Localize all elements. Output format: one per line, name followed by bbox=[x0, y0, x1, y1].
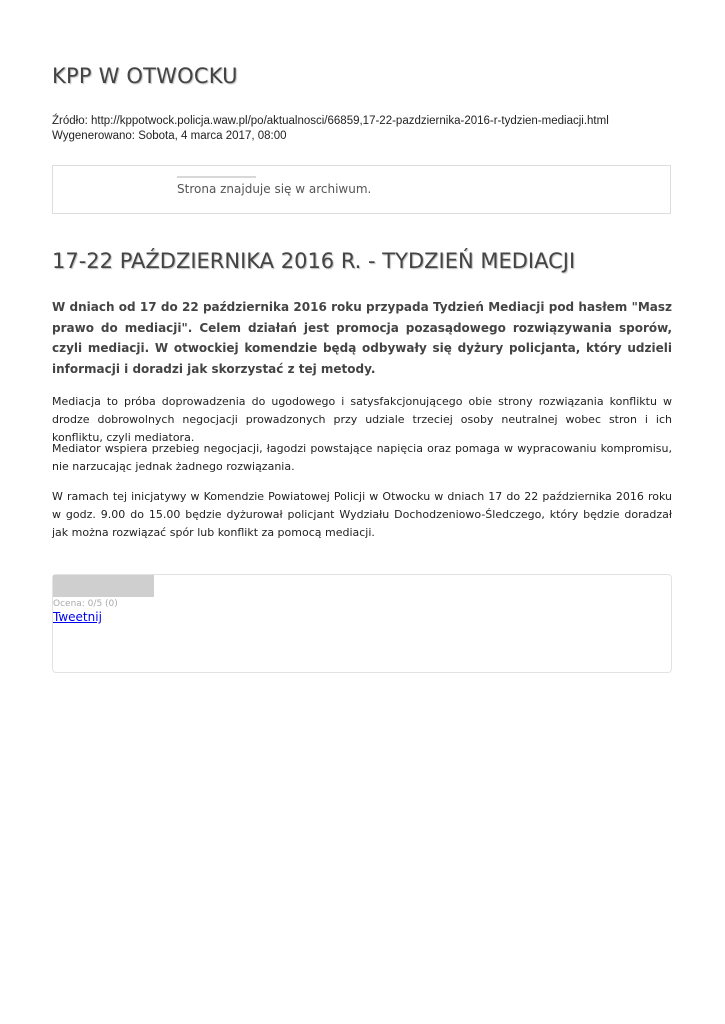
rating-label: Ocena: 0/5 (0) bbox=[53, 599, 118, 609]
article-lead: W dniach od 17 do 22 października 2016 roku przypada Tydzień Mediacji pod hasłem "Masz prawo do mediacji". Celem działań jest promocja pozasądowego rozwiązywania sporów, czyli mediacji. W otwockiej komendzie będą odbywały się dyżury policjanta, który udzieli informacji i doradzi jak skorzystać z tej metody. bbox=[52, 300, 672, 376]
article-paragraph: Mediator wspiera przebieg negocjacji, łagodzi powstające napięcia oraz pomaga w wypracowaniu kompromisu, nie narzucając jednak żadnego rozwiązania. bbox=[52, 442, 672, 473]
generated-date: Wygenerowano: Sobota, 4 marca 2017, 08:00 bbox=[52, 129, 287, 142]
archive-notice bbox=[52, 165, 671, 214]
archive-divider bbox=[177, 176, 256, 178]
article-paragraph: Mediacja to próba doprowadzenia do ugodowego i satysfakcjonującego obie strony rozwiązania konfliktu w drodze dobrowolnych negocjacji prowadzonych przy udziale trzeciej osoby neutralnej wobec stron i ich konfliktu, czyli mediatora. bbox=[52, 395, 672, 444]
document-meta bbox=[52, 114, 692, 143]
source-url: Źródło: http://kppotwock.policja.waw.pl/po/aktualnosci/66859,17-22-pazdziernika-2016-r-tydzien-mediacji.html bbox=[52, 115, 609, 127]
rating-stars-bar[interactable] bbox=[53, 575, 154, 597]
archive-message: Strona znajduje się w archiwum. bbox=[177, 182, 372, 196]
site-title: KPP W OTWOCKU bbox=[52, 64, 238, 88]
tweet-link[interactable]: Tweetnij bbox=[53, 610, 102, 624]
article-title: 17-22 PAŹDZIERNIKA 2016 R. - TYDZIEŃ MEDIACJI bbox=[52, 249, 576, 273]
rating-panel bbox=[52, 574, 672, 673]
article-paragraph: W ramach tej inicjatywy w Komendzie Powiatowej Policji w Otwocku w dniach 17 do 22 października 2016 roku w godz. 9.00 do 15.00 będzie dyżurował policjant Wydziału Dochodzeniowo-Śledczego, który będzie doradzał jak można rozwiązać spór lub konflikt za pomocą mediacji. bbox=[52, 490, 672, 539]
